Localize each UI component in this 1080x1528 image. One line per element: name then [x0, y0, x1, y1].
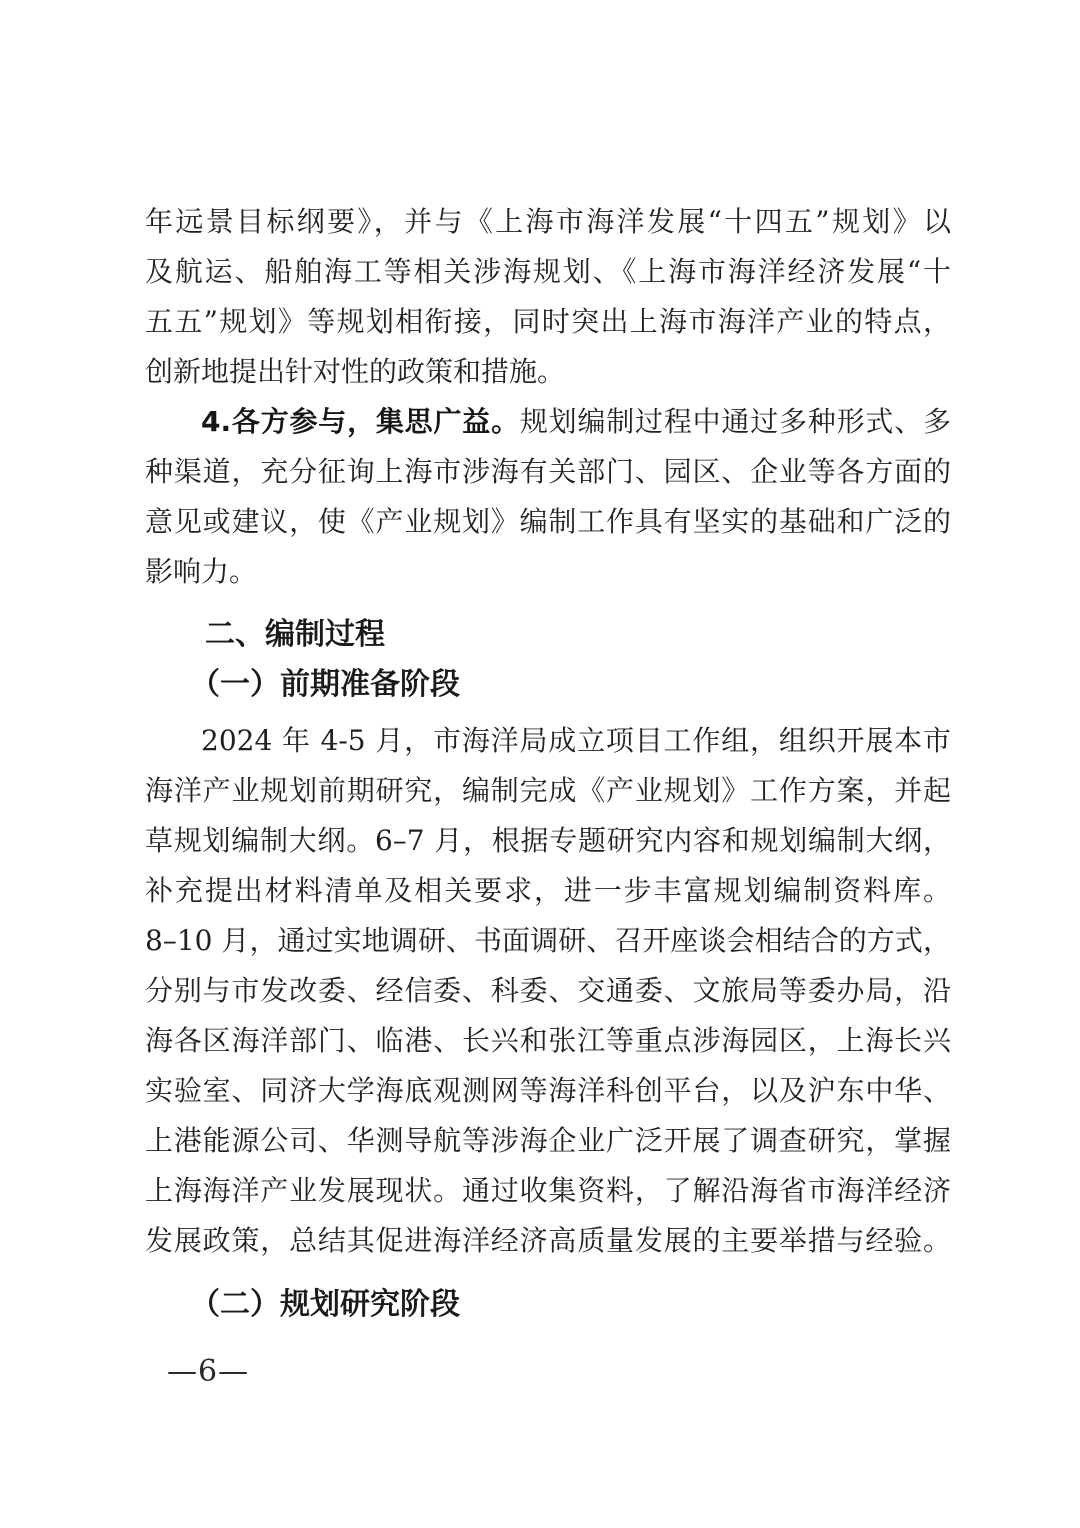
paragraph-line: 五五”规划》等规划相衔接，同时突出上海市海洋产业的特点， — [145, 305, 951, 338]
page-number: —6— — [167, 1354, 250, 1389]
subsection-heading: （二）规划研究阶段 — [190, 1287, 460, 1322]
paragraph-line: 实验室、同济大学海底观测网等海洋科创平台，以及沪东中华、 — [145, 1074, 951, 1107]
numbered-point-lead: 4.各方参与，集思广益。 — [201, 405, 520, 438]
paragraph-line: 上港能源公司、华测导航等涉海企业广泛开展了调查研究，掌握 — [145, 1124, 951, 1157]
paragraph-line: 及航运、船舶海工等相关涉海规划、《上海市海洋经济发展“十 — [145, 255, 951, 288]
paragraph-line: 影响力。 — [145, 555, 258, 588]
paragraph-line: 创新地提出针对性的政策和措施。 — [145, 355, 566, 388]
paragraph-line — [145, 397, 951, 447]
paragraph-line: 分别与市发改委、经信委、科委、交通委、文旅局等委办局，沿 — [145, 974, 951, 1007]
paragraph-line: 上海海洋产业发展现状。通过收集资料，了解沿海省市海洋经济 — [145, 1174, 951, 1207]
paragraph-line: 年远景目标纲要》，并与《上海市海洋发展“十四五”规划》以 — [145, 205, 951, 238]
paragraph-line: 补充提出材料清单及相关要求，进一步丰富规划编制资料库。 — [145, 874, 951, 907]
paragraph-line: 8–10 月，通过实地调研、书面调研、召开座谈会相结合的方式， — [145, 924, 951, 957]
section-heading: 二、编制过程 — [205, 617, 385, 652]
paragraph-line: 种渠道，充分征询上海市涉海有关部门、园区、企业等各方面的 — [145, 455, 951, 488]
paragraph-text: 规划编制过程中通过多种形式、多 — [519, 405, 951, 438]
paragraph-line: 海各区海洋部门、临港、长兴和张江等重点涉海园区，上海长兴 — [145, 1024, 951, 1057]
document-body — [145, 197, 951, 1330]
paragraph-line: 海洋产业规划前期研究，编制完成《产业规划》工作方案，并起 — [145, 774, 951, 807]
paragraph-line: 意见或建议，使《产业规划》编制工作具有坚实的基础和广泛的 — [145, 505, 951, 538]
paragraph-line: 2024 年 4-5 月，市海洋局成立项目工作组，组织开展本市 — [201, 724, 951, 757]
paragraph-line: 草规划编制大纲。6–7 月，根据专题研究内容和规划编制大纲， — [145, 824, 951, 857]
paragraph-line: 发展政策，总结其促进海洋经济高质量发展的主要举措与经验。 — [145, 1224, 951, 1257]
subsection-heading: （一）前期准备阶段 — [190, 667, 460, 702]
